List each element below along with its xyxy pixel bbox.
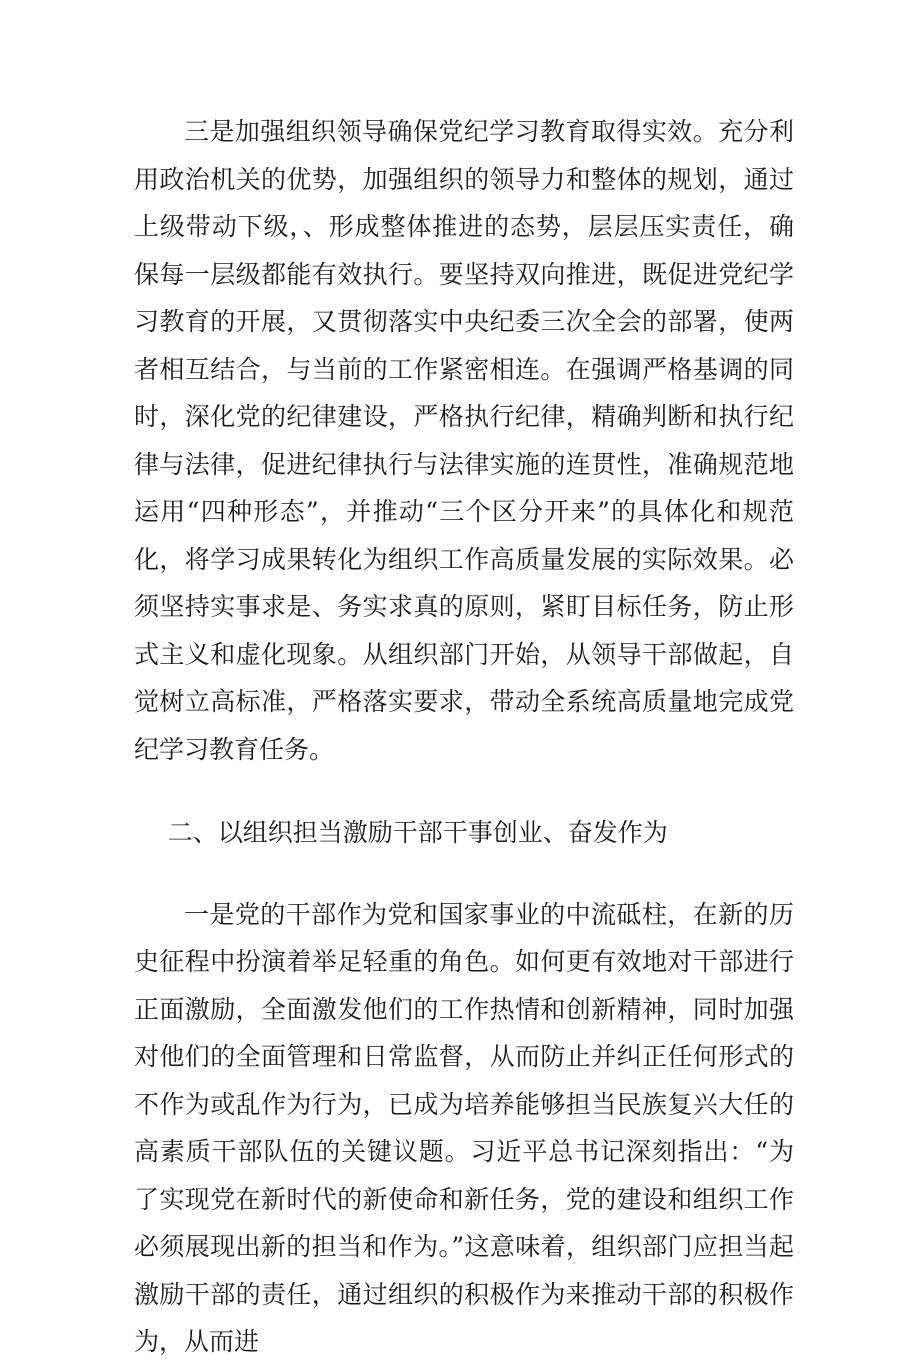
paragraph-cadre-incentives: 一是党的干部作为党和国家事业的中流砥柱，在新的历史征程中扮演着举足轻重的角色。如何更有效地对干部进行正面激励，全面激发他们的工作热情和创新精神，同时加强对他们的全面管理和日常监督，从而防止并纠正任何形式的不作为或乱作为行为，已成为培养能够担当民族复兴大任的高素质干部队伍的关键议题。习近平总书记深刻指出：“为了实现党在新时代的新使命和新任务，党的建设和组织工作必须展现出新的担当和作为。”这意味着，组织部门应担当起激励干部的责任，通过组织的积极作为来推动干部的积极作为，从而进: [134, 899, 794, 1356]
paragraph-organizational-leadership: 三是加强组织领导确保党纪学习教育取得实效。充分利用政治机关的优势，加强组织的领导力和整体的规划，通过上级带动下级，、形成整体推进的态势，层层压实责任，确保每一层级都能有效执行。要坚持双向推进，既促进党纪学习教育的开展，又贯彻落实中央纪委三次全会的部署，使两者相互结合，与当前的工作紧密相连。在强调严格基调的同时，深化党的纪律建设，严格执行纪律，精确判断和执行纪律与法律，促进纪律执行与法律实施的连贯性，准确规范地运用“四种形态”，并推动“三个区分开来”的具体化和规范化，将学习成果转化为组织工作高质量发展的实际效果。必须坚持实事求是、务实求真的原则，紧盯目标任务，防止形式主义和虚化现象。从组织部门开始，从领导干部做起，自觉树立高标准，严格落实要求，带动全系统高质量地完成党纪学习教育任务。: [134, 117, 794, 764]
section-heading: 二、以组织担当激励干部干事创业、奋发作为: [167, 818, 668, 847]
document-body: [134, 108, 794, 1366]
